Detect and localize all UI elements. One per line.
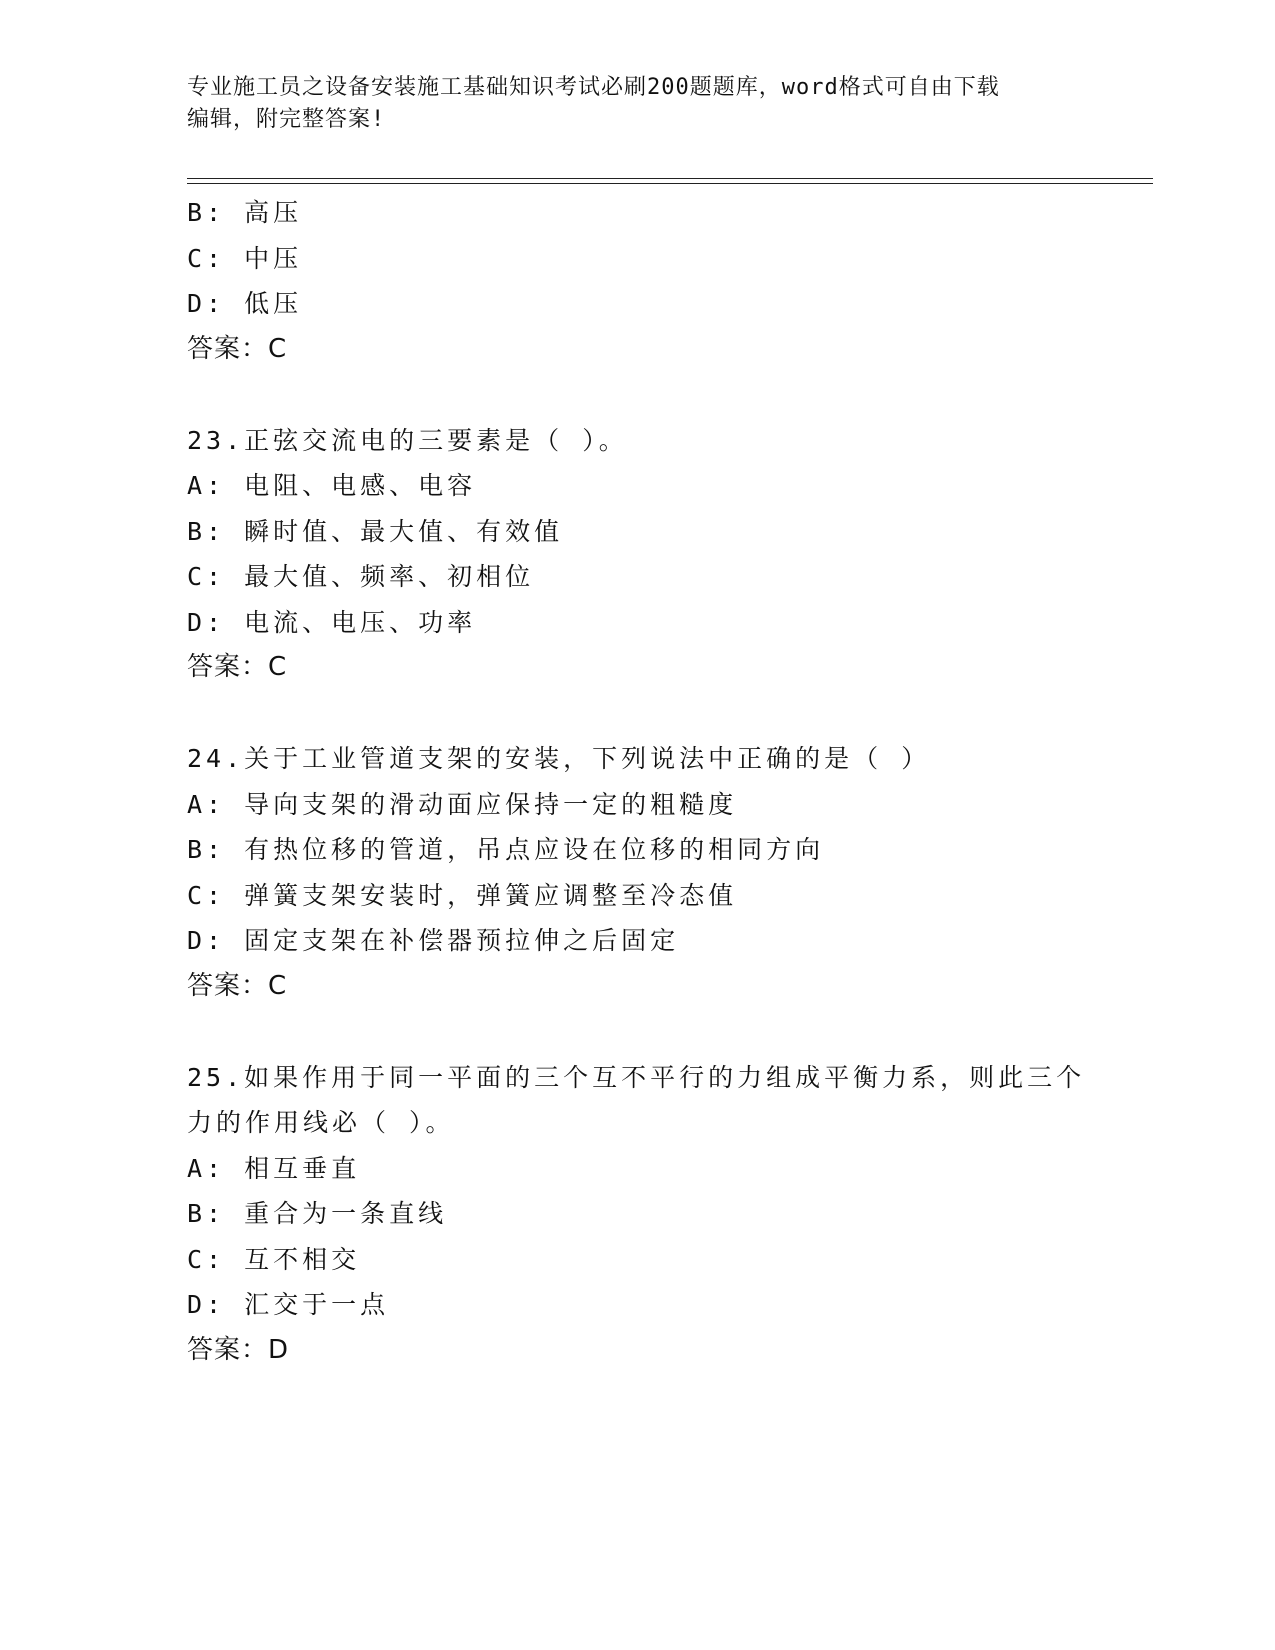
header-divider-top bbox=[187, 178, 1153, 179]
option-b: B: 有热位移的管道，吊点应设在位移的相同方向 bbox=[187, 835, 825, 864]
answer-line: 答案：C bbox=[187, 333, 288, 364]
option-d: D: 电流、电压、功率 bbox=[187, 607, 477, 637]
option-a: A: 电阻、电感、电容 bbox=[187, 471, 477, 500]
question-stem: 24.关于工业管道支架的安装，下列说法中正确的是（ ） bbox=[187, 744, 931, 773]
option-c: C: 弹簧支架安装时，弹簧应调整至冷态值 bbox=[187, 880, 738, 910]
question-stem-line-1: 25.如果作用于同一平面的三个互不平行的力组成平衡力系，则此三个 bbox=[187, 1062, 1086, 1092]
option-c: C: 互不相交 bbox=[187, 1244, 361, 1274]
question-23 bbox=[187, 418, 1127, 691]
option-b: B: 高压 bbox=[187, 198, 303, 227]
option-b: B: 瞬时值、最大值、有效值 bbox=[187, 516, 564, 546]
question-24 bbox=[187, 736, 1127, 1009]
option-a: A: 导向支架的滑动面应保持一定的粗糙度 bbox=[187, 789, 738, 819]
option-b: B: 重合为一条直线 bbox=[187, 1199, 448, 1228]
spacer bbox=[187, 1009, 1127, 1055]
document-header bbox=[187, 72, 1087, 136]
option-d: D: 固定支架在补偿器预拉伸之后固定 bbox=[187, 926, 680, 955]
header-divider-bottom bbox=[187, 183, 1153, 184]
spacer bbox=[187, 372, 1127, 418]
question-22-partial bbox=[187, 190, 1127, 372]
answer-line: 答案：C bbox=[187, 970, 288, 1001]
option-d: D: 汇交于一点 bbox=[187, 1290, 390, 1319]
answer-line: 答案：D bbox=[187, 1334, 290, 1365]
option-c: C: 最大值、频率、初相位 bbox=[187, 562, 535, 591]
option-a: A: 相互垂直 bbox=[187, 1153, 361, 1183]
question-25 bbox=[187, 1055, 1127, 1374]
answer-line: 答案：C bbox=[187, 652, 288, 682]
option-c: C: 中压 bbox=[187, 243, 303, 273]
question-stem: 23.正弦交流电的三要素是（ ）。 bbox=[187, 425, 628, 455]
header-title-line-1: 专业施工员之设备安装施工基础知识考试必刷200题题库，word格式可自由下载 bbox=[187, 75, 1000, 100]
question-list bbox=[187, 190, 1127, 1373]
option-d: D: 低压 bbox=[187, 289, 303, 318]
header-title-line-2: 编辑，附完整答案! bbox=[187, 107, 386, 132]
spacer bbox=[187, 691, 1127, 737]
question-stem-line-2: 力的作用线必（ ）。 bbox=[187, 1108, 455, 1137]
